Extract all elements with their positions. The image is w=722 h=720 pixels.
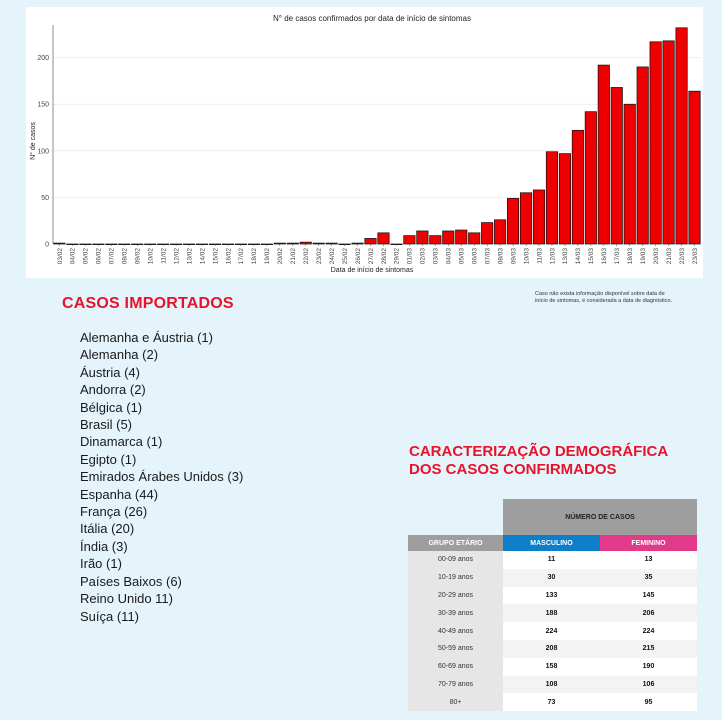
demographics-title-line-2: DOS CASOS CONFIRMADOS — [409, 461, 617, 478]
y-axis-title: N° de casos — [30, 122, 37, 160]
bar-chart — [26, 7, 703, 278]
bar-28-02 — [378, 233, 389, 244]
bar-10-03 — [520, 193, 531, 244]
y-tick-label: 100 — [37, 148, 49, 156]
bar-22-03 — [676, 28, 687, 244]
age-cell: 10-19 anos — [408, 569, 503, 587]
female-count-cell: 13 — [600, 551, 697, 569]
x-tick-label: 29/02 — [393, 248, 401, 265]
bar-20-02 — [274, 243, 285, 244]
bar-23-02 — [313, 243, 324, 244]
column-header-female: FEMININO — [600, 535, 697, 551]
x-tick-label: 24/02 — [328, 248, 336, 265]
bar-02-03 — [417, 231, 428, 244]
bar-11-03 — [533, 190, 544, 244]
female-count-cell: 95 — [600, 693, 697, 711]
column-header-age: GRUPO ETÁRIO — [408, 535, 503, 551]
x-tick-label: 07/02 — [108, 248, 116, 265]
x-tick-label: 13/02 — [186, 248, 194, 265]
x-tick-label: 07/03 — [484, 248, 492, 265]
bar-27-02 — [365, 238, 376, 244]
table-header-blank — [408, 499, 503, 535]
x-tick-label: 04/03 — [445, 248, 453, 265]
x-tick-label: 06/03 — [471, 248, 479, 265]
bar-18-03 — [624, 104, 635, 244]
imported-cases-title: CASOS IMPORTADOS — [62, 295, 234, 312]
bar-01-03 — [404, 236, 415, 244]
x-tick-label: 22/02 — [303, 248, 311, 265]
x-tick-label: 16/03 — [601, 248, 609, 265]
age-cell: 30-39 anos — [408, 604, 503, 622]
list-item: Itália (20) — [80, 521, 135, 537]
bar-06-03 — [468, 233, 479, 244]
x-tick-label: 14/03 — [575, 248, 583, 265]
x-tick-label: 14/02 — [199, 248, 207, 265]
chart-bars — [54, 28, 700, 245]
list-item: Egipto (1) — [80, 451, 137, 467]
table-row — [408, 640, 697, 658]
demographics-title-line-1: CARACTERIZAÇÃO DEMOGRÁFICA — [409, 443, 669, 460]
y-tick-label: 200 — [37, 55, 49, 63]
list-item: Andorra (2) — [80, 382, 146, 398]
x-tick-label: 03/03 — [432, 248, 440, 265]
x-tick-label: 25/02 — [341, 248, 349, 265]
x-tick-label: 18/03 — [627, 248, 635, 265]
imported-cases-list — [80, 329, 243, 625]
x-tick-label: 09/02 — [134, 248, 142, 265]
x-axis-ticks — [57, 244, 699, 264]
x-tick-label: 11/02 — [160, 248, 168, 264]
footnote-line-1: Caso não exista informação disponível sobre data de — [535, 291, 665, 297]
x-tick-label: 01/03 — [406, 248, 414, 265]
list-item: Reino Unido 11) — [80, 591, 173, 607]
y-axis-ticks — [37, 55, 49, 248]
bar-07-03 — [481, 223, 492, 244]
list-item: Irão (1) — [80, 556, 122, 572]
x-tick-label: 21/03 — [665, 248, 673, 265]
x-tick-label: 10/02 — [147, 248, 155, 265]
chart-title: N° de casos confirmados por data de início de sintomas — [273, 14, 471, 23]
x-tick-label: 04/02 — [69, 248, 77, 265]
x-tick-label: 19/02 — [264, 248, 272, 265]
bar-08-03 — [494, 220, 505, 244]
bar-12-03 — [546, 152, 557, 244]
bar-03-03 — [430, 236, 441, 244]
x-tick-label: 13/03 — [562, 248, 570, 265]
list-item: Áustria (4) — [80, 364, 140, 380]
x-tick-label: 11/03 — [536, 248, 544, 264]
bar-17-03 — [611, 87, 622, 244]
x-tick-label: 06/02 — [95, 248, 103, 265]
age-cell: 20-29 anos — [408, 587, 503, 605]
bar-26-02 — [352, 243, 363, 244]
list-item: Espanha (44) — [80, 486, 159, 502]
table-row — [408, 658, 697, 676]
chart-footnote — [535, 291, 715, 305]
bar-23-03 — [689, 91, 700, 244]
list-item: Bélgica (1) — [80, 399, 143, 415]
bar-15-03 — [585, 112, 596, 244]
bar-16-03 — [598, 65, 609, 244]
male-count-cell: 73 — [503, 693, 600, 711]
table-body — [408, 551, 697, 711]
x-tick-label: 15/03 — [588, 248, 596, 265]
table-row — [408, 622, 697, 640]
table-header-row — [408, 535, 697, 551]
list-item: Suíça (11) — [80, 608, 140, 624]
bar-13-03 — [559, 154, 570, 244]
x-tick-label: 19/03 — [639, 248, 647, 265]
x-tick-label: 09/03 — [510, 248, 518, 265]
age-cell: 60-69 anos — [408, 658, 503, 676]
table-row — [408, 693, 697, 711]
male-count-cell: 30 — [503, 569, 600, 587]
table-group-header: NÚMERO DE CASOS — [503, 499, 697, 535]
table-row — [408, 551, 697, 569]
x-tick-label: 05/03 — [458, 248, 466, 265]
female-count-cell: 106 — [600, 676, 697, 694]
y-tick-label: 50 — [41, 194, 49, 202]
bar-20-03 — [650, 42, 661, 244]
x-axis-title: Data de início de sintomas — [330, 267, 414, 274]
table-row — [408, 676, 697, 694]
x-tick-label: 20/02 — [277, 248, 285, 265]
x-tick-label: 02/03 — [419, 248, 427, 265]
list-item: Emirados Árabes Unidos (3) — [80, 469, 244, 485]
bar-09-03 — [507, 198, 518, 244]
list-item: França (26) — [80, 504, 148, 520]
female-count-cell: 206 — [600, 604, 697, 622]
x-tick-label: 23/02 — [315, 248, 323, 265]
table-row — [408, 604, 697, 622]
bar-04-03 — [443, 231, 454, 244]
bar-03-02 — [54, 243, 65, 244]
x-tick-label: 03/02 — [56, 248, 64, 265]
table-row — [408, 569, 697, 587]
x-tick-label: 18/02 — [251, 248, 259, 265]
male-count-cell: 208 — [503, 640, 600, 658]
x-tick-label: 08/03 — [497, 248, 505, 265]
x-tick-label: 17/02 — [238, 248, 246, 265]
x-tick-label: 10/03 — [523, 248, 531, 265]
age-cell: 50-59 anos — [408, 640, 503, 658]
column-header-male: MASCULINO — [503, 535, 600, 551]
female-count-cell: 145 — [600, 587, 697, 605]
bar-14-03 — [572, 130, 583, 244]
x-tick-label: 27/02 — [367, 248, 375, 265]
bar-24-02 — [326, 243, 337, 244]
bar-22-02 — [300, 242, 311, 244]
x-tick-label: 12/02 — [173, 248, 181, 265]
list-item: Alemanha e Áustria (1) — [80, 330, 213, 345]
male-count-cell: 224 — [503, 622, 600, 640]
list-item: Dinamarca (1) — [80, 434, 163, 450]
list-item: Brasil (5) — [80, 417, 133, 433]
demographics-title — [409, 443, 668, 479]
male-count-cell: 108 — [503, 676, 600, 694]
x-tick-label: 15/02 — [212, 248, 220, 265]
male-count-cell: 11 — [503, 551, 600, 569]
x-tick-label: 17/03 — [614, 248, 622, 265]
x-tick-label: 16/02 — [225, 248, 233, 265]
footnote-line-2: início de sintomas, é considerada a data de diagnóstico. — [535, 298, 672, 304]
x-tick-label: 20/03 — [652, 248, 660, 265]
y-tick-label: 0 — [45, 241, 49, 249]
x-tick-label: 23/03 — [691, 248, 699, 265]
male-count-cell: 158 — [503, 658, 600, 676]
x-tick-label: 21/02 — [290, 248, 298, 265]
x-tick-label: 05/02 — [82, 248, 90, 265]
x-tick-label: 12/03 — [549, 248, 557, 265]
age-cell: 80+ — [408, 693, 503, 711]
male-count-cell: 188 — [503, 604, 600, 622]
list-item: Países Baixos (6) — [80, 573, 182, 589]
demographics-table — [408, 499, 697, 711]
bar-19-03 — [637, 67, 648, 244]
bar-21-03 — [663, 41, 674, 244]
bar-21-02 — [287, 243, 298, 244]
female-count-cell: 190 — [600, 658, 697, 676]
x-tick-label: 26/02 — [354, 248, 362, 265]
age-cell: 70-79 anos — [408, 676, 503, 694]
chart-panel — [26, 7, 703, 278]
female-count-cell: 215 — [600, 640, 697, 658]
list-item: Índia (3) — [80, 538, 128, 554]
age-cell: 00-09 anos — [408, 551, 503, 569]
age-cell: 40-49 anos — [408, 622, 503, 640]
bar-05-03 — [456, 230, 467, 244]
male-count-cell: 133 — [503, 587, 600, 605]
x-tick-label: 22/03 — [678, 248, 686, 265]
female-count-cell: 224 — [600, 622, 697, 640]
table-row — [408, 587, 697, 605]
list-item: Alemanha (2) — [80, 347, 159, 363]
female-count-cell: 35 — [600, 569, 697, 587]
x-tick-label: 28/02 — [380, 248, 388, 265]
y-tick-label: 150 — [37, 101, 49, 109]
x-tick-label: 08/02 — [121, 248, 129, 265]
table-header-top — [408, 499, 697, 535]
